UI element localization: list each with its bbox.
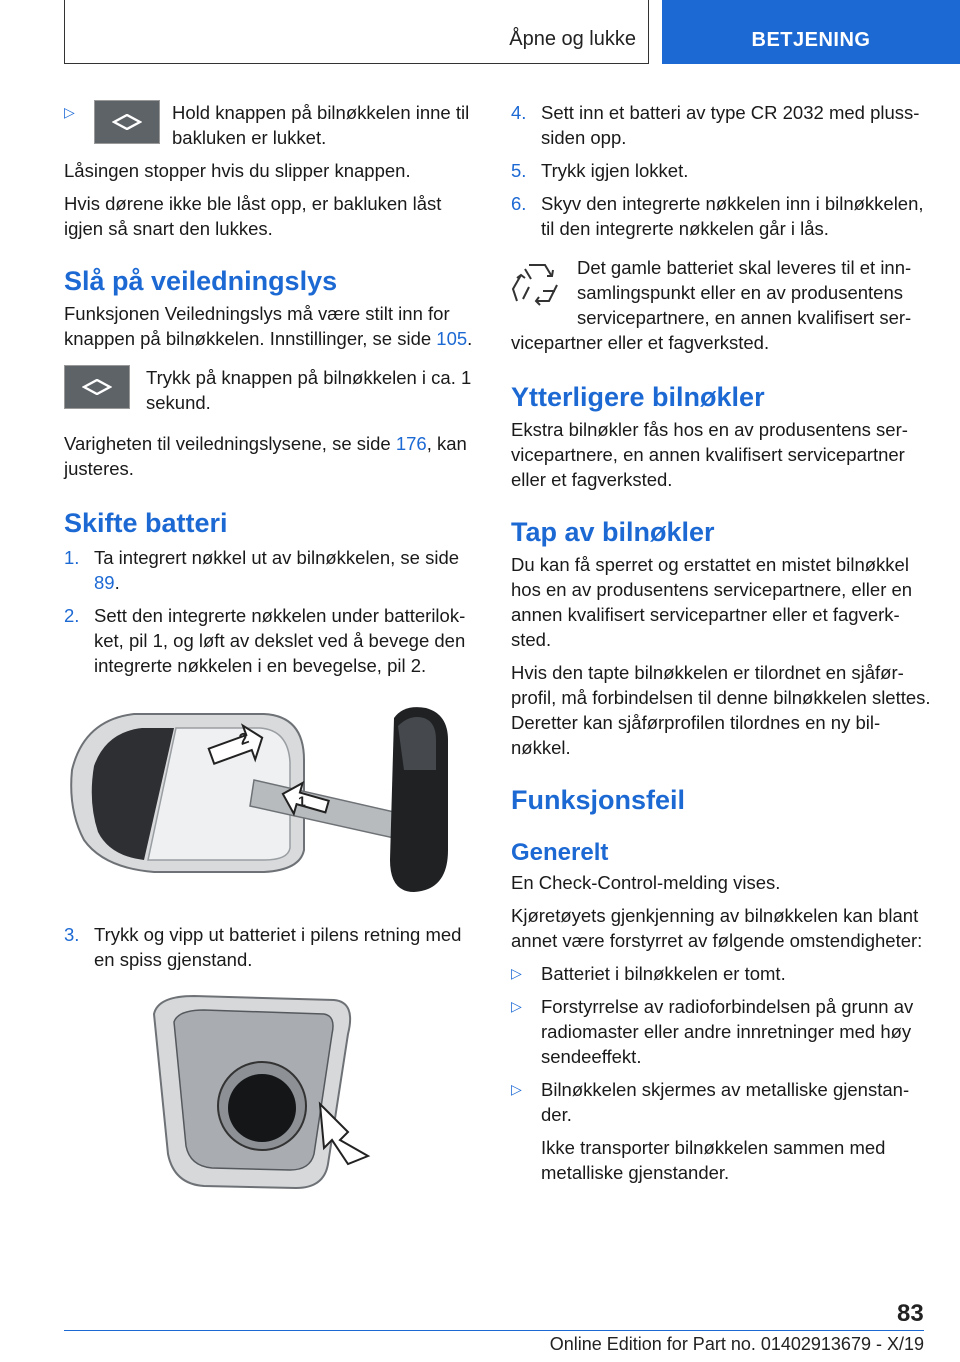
general-heading: Generelt (511, 839, 609, 866)
recycle-note (511, 255, 931, 355)
step-text: Trykk og vipp ut batteriet i pilens retning med en spiss gjenstand. (94, 924, 462, 970)
list-item-text: Batteriet i bilnøkkelen er tomt. (541, 963, 786, 984)
list-item (511, 961, 931, 986)
header-chapter-title: BETJENING (751, 29, 871, 51)
step-number: 3. (64, 924, 80, 945)
list-item (511, 1077, 931, 1127)
duration-end: , kan justeres. (64, 433, 467, 479)
recognition-text: Kjøretøyets gjenkjenning av bilnøkkelen kan blant annet være forstyrret av følgende omstendigheter: (511, 905, 923, 951)
relock-text: Hvis dørene ikke ble låst opp, er bakluken låst igjen så snart den lukkes. (64, 193, 442, 239)
svg-text:1: 1 (298, 793, 306, 809)
list-item-text: Forstyrrelse av radioforbindelsen på grunn av radiomaster eller andre innretninger med høy sendeeffekt. (541, 996, 914, 1067)
bullet-triangle-icon: ▷ (511, 998, 522, 1014)
no-transport-text: Ikke transporter bilnøkkelen sammen med metalliske gjenstander. (541, 1137, 886, 1183)
list-item (511, 994, 931, 1069)
step-number: 5. (511, 160, 527, 181)
header-chapter (662, 0, 960, 64)
check-control-text: En Check-Control-melding vises. (511, 872, 781, 893)
page-number: 83 (897, 1300, 924, 1327)
step-text: Trykk igjen lokket. (541, 160, 689, 181)
recycle-text: Det gamle batteriet skal leveres til et innsamlingspunkt eller en av produsentens servicepartnere, en annen kvalifisert servicepartner eller et fagverksted. (511, 257, 912, 353)
key-removal-figure (64, 700, 464, 900)
step-text: Skyv den integrerte nøkkelen inn i bilnøkkelen, til den integrerte nøkkelen går i lås. (541, 193, 924, 239)
bullet-triangle-icon: ▷ (511, 965, 522, 981)
hold-text: Hold knappen på bilnøkkelen inne til bakluken er lukket. (172, 102, 470, 148)
tailgate-button-icon (94, 100, 160, 144)
hold-instruction (64, 100, 484, 150)
step-6 (511, 191, 931, 241)
left-column (64, 100, 484, 1194)
guide-light-text: Funksjonen Veiledningslys må være stilt inn for knappen på bilnøkkelen. Innstillinger, se side 105. (64, 303, 473, 349)
list-item-text: Bilnøkkelen skjermes av metalliske gjenstander. (541, 1079, 910, 1125)
right-column (511, 100, 931, 1193)
bullet-triangle-icon: ▷ (64, 104, 75, 120)
malfunction-heading: Funksjonsfeil (511, 785, 686, 815)
step-number: 4. (511, 102, 527, 123)
lost-keys-text-2: Hvis den tapte bilnøkkelen er tilordnet en sjåførprofil, må forbindelsen til denne bilnøkkelen slettes. Deretter kan sjåførprofilen tilordnes en ny bilnøkkel. (511, 662, 931, 758)
step-4 (511, 100, 931, 150)
guide-light-heading: Slå på veiledningslys (64, 266, 338, 296)
step-2 (64, 603, 484, 678)
step-1-body: Ta integrert nøkkel ut av bilnøkkelen, se side (94, 547, 460, 568)
tailgate-button-icon (64, 365, 130, 409)
duration-body: Varigheten til veiledningslysene, se side (64, 433, 391, 454)
lock-stop-text: Låsingen stopper hvis du slipper knappen. (64, 160, 411, 181)
step-number: 6. (511, 193, 527, 214)
page-ref-89[interactable]: 89 (94, 572, 115, 593)
battery-removal-figure (134, 994, 414, 1194)
step-number: 2. (64, 605, 80, 626)
header-section (64, 0, 649, 64)
extra-keys-text: Ekstra bilnøkler fås hos en av produsentens servicepartnere, en annen kvalifisert servicepartner eller et fagverksted. (511, 419, 908, 490)
step-5 (511, 158, 931, 183)
step-3 (64, 922, 484, 972)
step-text: Ta integrert nøkkel ut av bilnøkkelen, se side 89. (94, 547, 460, 593)
lost-keys-heading: Tap av bilnøkler (511, 517, 715, 547)
press-text: Trykk på knappen på bilnøkkelen i ca. 1 sekund. (146, 367, 472, 413)
extra-keys-heading: Ytterligere bilnøkler (511, 382, 765, 412)
step-1 (64, 545, 484, 595)
duration-text (64, 431, 484, 481)
header-section-title: Åpne og lukke (509, 28, 636, 50)
step-text: Sett den integrerte nøkkelen under batterilokket, pil 1, og løft av dekslet ved å bevege den integrerte nøkkelen i en bevegelse, pil 2. (94, 605, 466, 676)
page-ref-105[interactable]: 105 (436, 328, 468, 349)
guide-light-body: Funksjonen Veiledningslys må være stilt inn for knappen på bilnøkkelen. Innstillinger, se side (64, 303, 450, 349)
press-instruction (64, 365, 484, 415)
recycle-icon (511, 255, 577, 325)
svg-text:2: 2 (237, 730, 252, 750)
page-ref-176[interactable]: 176 (395, 433, 427, 454)
footer-edition: Online Edition for Part no. 01402913679 - X/19 (549, 1334, 924, 1354)
footer-divider (64, 1330, 924, 1331)
step-text: Sett inn et batteri av type CR 2032 med pluss-siden opp. (541, 102, 920, 148)
step-number: 1. (64, 547, 80, 568)
battery-heading: Skifte batteri (64, 508, 228, 538)
lost-keys-text-1: Du kan få sperret og erstattet en mistet bilnøkkel hos en av produsentens servicepartnere, eller en annen kvalifisert servicepartner eller et fagverksted. (511, 554, 913, 650)
bullet-triangle-icon: ▷ (511, 1081, 522, 1097)
